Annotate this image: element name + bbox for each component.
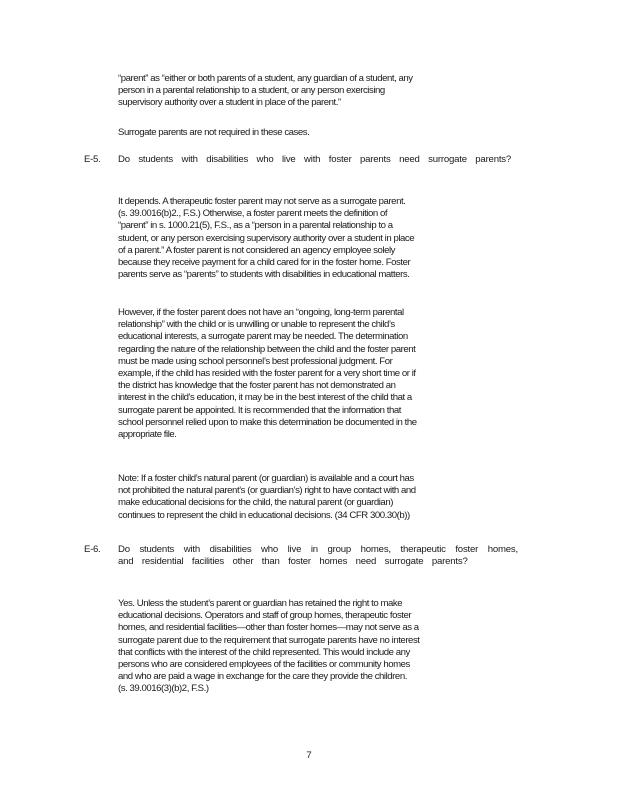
text-line: make educational decisions for the child, the natural parent (or guardian) [118,497,393,509]
answer-paragraph [118,598,518,696]
text-line: (s. 39.0016(b)2., F.S.) Otherwise, a foster parent meets the definition of [118,208,388,220]
text-line: must be made using school personnel’s best professional judgment. For [118,355,393,367]
answer-note [118,473,518,522]
text-line: the district has knowledge that the foster parent has not demonstrated an [118,380,396,392]
answer-paragraph [118,307,518,441]
text-line: (s. 39.0016(3)(b)2, F.S.) [118,683,209,695]
text-line: educational interests, a surrogate parent may be needed. The determination [118,331,408,343]
text-line: person in a parental relationship to a student, or any person exercising [118,85,385,97]
text-line: Yes. Unless the student’s parent or guardian has retained the right to make [118,598,403,609]
intro-definition [118,73,518,110]
text-line: It depends. A therapeutic foster parent may not serve as a surrogate parent. [118,196,406,207]
text-line: school personnel relied upon to make this determination be documented in the [118,416,417,428]
text-line: persons who are considered employees of the facilities or community homes [118,659,410,671]
question-number: E-6. [84,544,101,555]
intro-note [118,127,518,139]
page-number: 7 [306,750,312,761]
text-line: student, or any person exercising supervisory authority over a student in place [118,232,415,244]
text-line: parents serve as “parents” to students with disabilities in educational matters. [118,269,410,281]
text-line: example, if the child has resided with the foster parent for a very short time or if [118,368,416,380]
text-line: that conflicts with the interest of the child represented. This would include any [118,646,410,658]
text-line: homes, and residential facilities—other than foster homes—may not serve as a [118,622,419,634]
text-line: not prohibited the natural parent’s (or guardian’s) right to have contact with and [118,485,416,497]
text-line: educational decisions. Operators and staff of group homes, therapeutic foster [118,610,412,622]
text-line: “parent” as “either or both parents of a student, any guardian of a student, any [118,73,413,84]
text-line: regarding the nature of the relationship between the child and the foster parent [118,343,416,355]
answer-paragraph [118,196,518,281]
text-line: appropriate file. [118,429,177,441]
text-line: Surrogate parents are not required in these cases. [118,127,310,138]
text-line: and who are paid a wage in exchange for the care they provide the children. [118,671,407,683]
question-text: Do students with disabilities who live with foster parents need surrogate parents? [118,154,512,165]
text-line: relationship” with the child or is unwilling or unable to represent the child’s [118,319,395,331]
text-line: of a parent.” A foster parent is not considered an agency employee solely [118,244,396,256]
text-line: However, if the foster parent does not have an “ongoing, long-term parental [118,307,404,318]
text-line: surrogate parent be appointed. It is recommended that the information that [118,404,401,416]
text-line: because they receive payment for a child cared for in the foster home. Foster [118,257,411,269]
text-line: interest in the child’s education, it may be in the best interest of the child that a [118,392,412,404]
question-number: E-5. [84,154,101,165]
text-line: supervisory authority over a student in place of the parent.” [118,97,341,109]
text-line: surrogate parent due to the requirement that surrogate parents have no interest [118,634,420,646]
question-text: Do students with disabilities who live in group homes, therapeutic foster homes, and residential facilities other than foster homes need surrogate parents? [118,544,518,568]
text-line: Note: If a foster child’s natural parent (or guardian) is available and a court has [118,473,414,484]
text-line: “parent” in s. 1000.21(5), F.S., as a “person in a parental relationship to a [118,220,393,232]
text-line: continues to represent the child in educational decisions. (34 CFR 300.30(b)) [118,509,410,521]
